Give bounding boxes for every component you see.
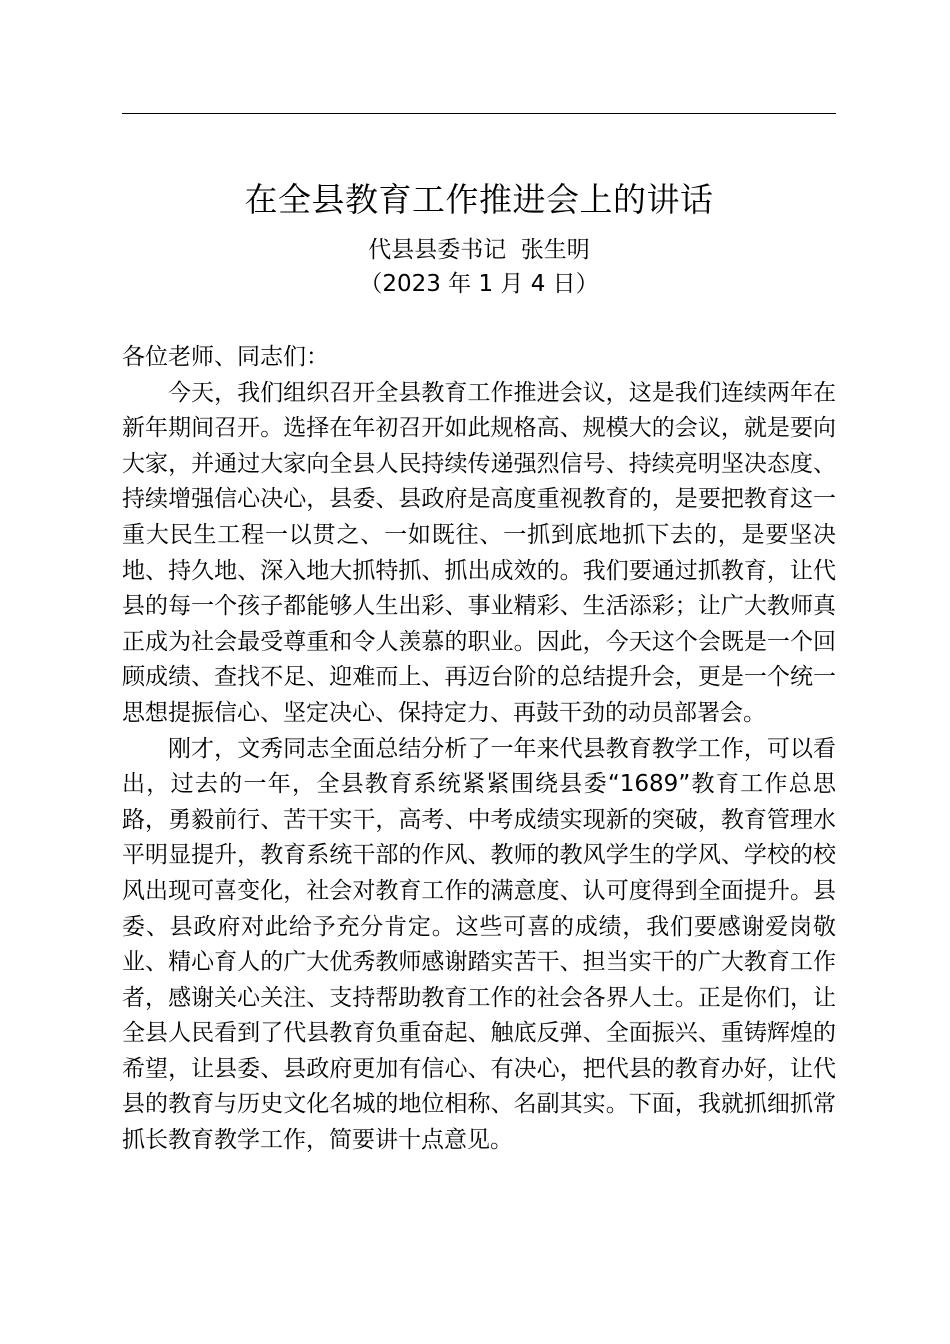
paragraph-2: 刚才，文秀同志全面总结分析了一年来代县教育教学工作，可以看出，过去的一年，全县教育系统紧紧围绕县委“1689”教育工作总思路，勇毅前行、苦干实干，高考、中考成绩实现新的突破，教育管理水平明显提升，教育系统干部的作风、教师的教风学生的学风、学校的校风出现可喜变化，社会对教育工作的满意度、认可度得到全面提升。县委、县政府对此给予充分肯定。这些可喜的成绩，我们要感谢爱岗敬业、精心育人的广大优秀教师感谢踏实苦干、担当实干的广大教育工作者，感谢关心关注、支持帮助教育工作的社会各界人士。正是你们，让全县人民看到了代县教育负重奋起、触底反弹、全面振兴、重铸辉煌的希望，让县委、县政府更加有信心、有决心，把代县的教育办好，让代县的教育与历史文化名城的地位相称、名副其实。下面，我就抓细抓常抓长教育教学工作，简要讲十点意见。 [122, 735, 836, 1154]
salutation: 各位老师、同志们： [122, 344, 329, 370]
paragraph-1: 今天，我们组织召开全县教育工作推进会议，这是我们连续两年在新年期间召开。选择在年初召开如此规格高、规模大的会议，就是要向大家，并通过大家向全县人民持续传递强烈信号、持续亮明坚决态度、持续增强信心决心，县委、县政府是高度重视教育的，是要把教育这一重大民生工程一以贯之、一如既往、一抓到底地抓下去的，是要坚决地、持久地、深入地大抓特抓、抓出成效的。我们要通过抓教育，让代县的每一个孩子都能够人生出彩、事业精彩、生活添彩；让广大教师真正成为社会最受尊重和令人羡慕的职业。因此，今天这个会既是一个回顾成绩、查找不足、迎难而上、再迈台阶的总结提升会，更是一个统一思想提振信心、坚定决心、保持定力、再鼓干劲的动员部署会。 [122, 379, 836, 726]
date-line: （2023 年 1 月 4 日） [359, 271, 599, 297]
author-line: 代县县委书记 张生明 [368, 237, 590, 263]
header-rule [122, 113, 836, 114]
document-body [122, 340, 836, 1159]
document-title: 在全县教育工作推进会上的讲话 [244, 180, 714, 219]
